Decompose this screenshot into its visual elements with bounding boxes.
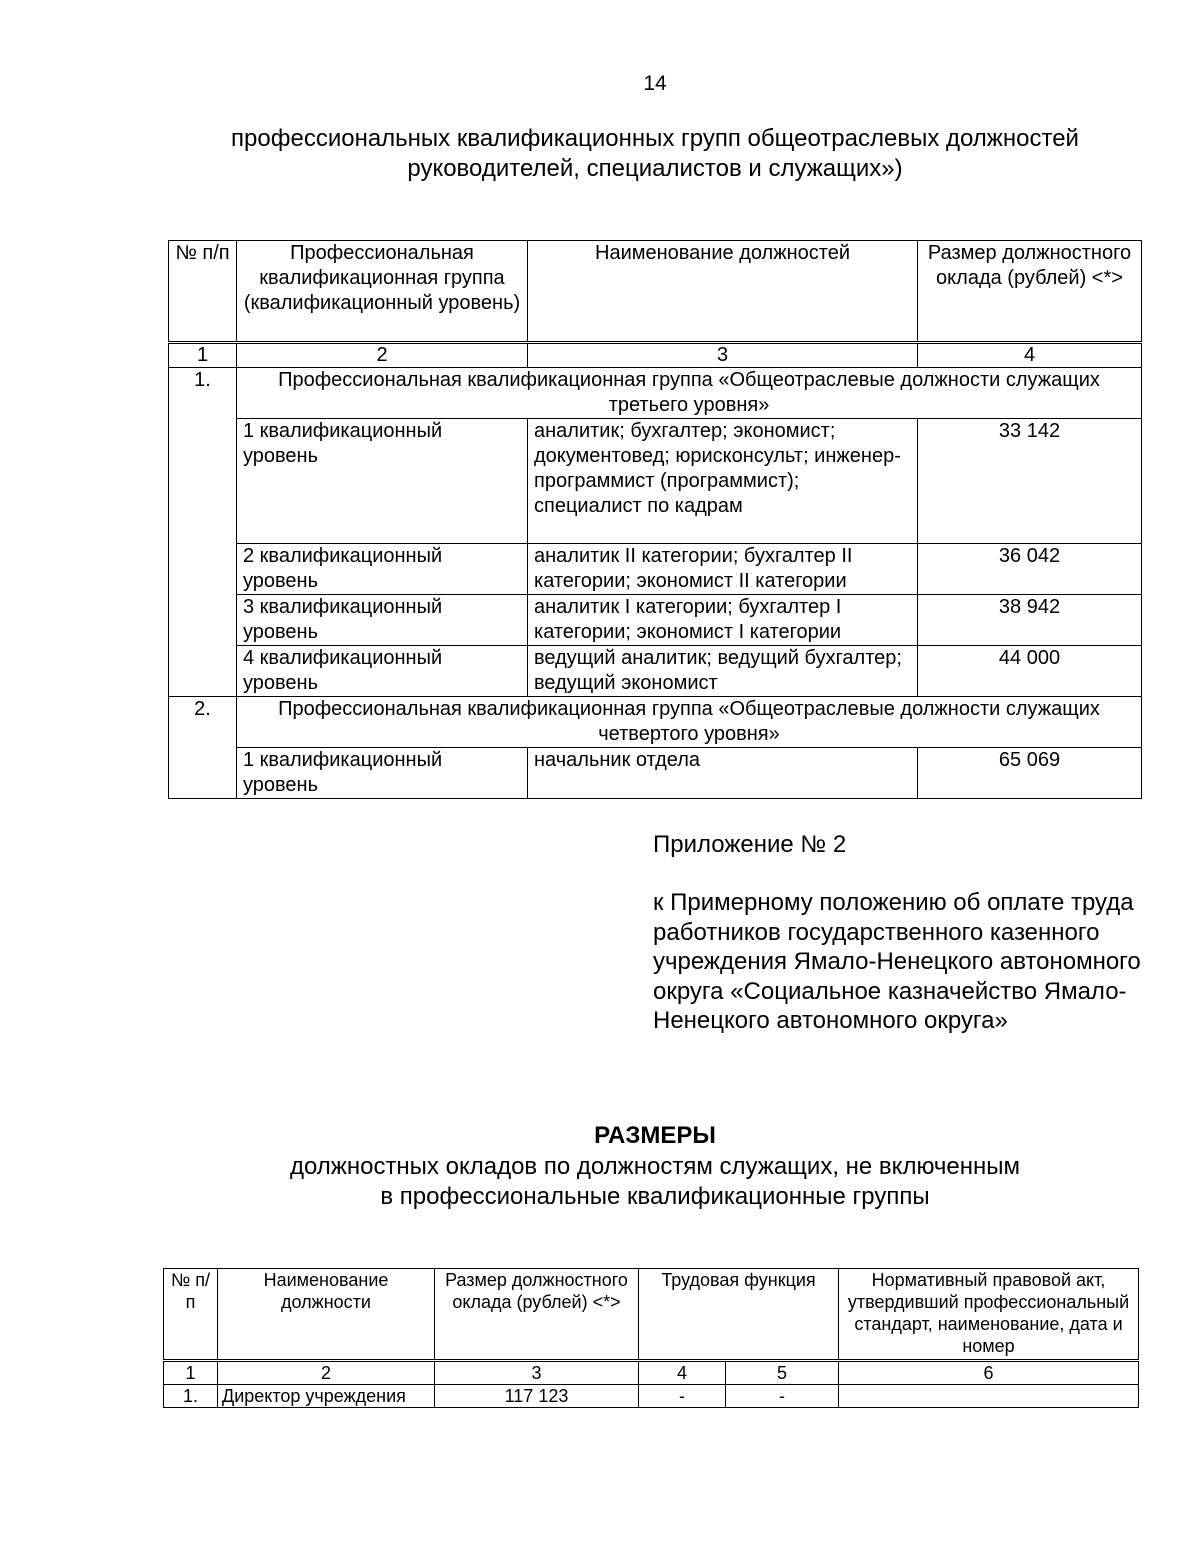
level-cell: 3 квалификационный уровень xyxy=(237,595,528,646)
column-number: 2 xyxy=(237,343,528,368)
header-num: № п/п xyxy=(164,1269,218,1361)
salary-cell: 33 142 xyxy=(918,419,1142,544)
header-function: Трудовая функция xyxy=(639,1269,839,1361)
header-salary: Размер должностного оклада (рублей) <*> xyxy=(435,1269,639,1361)
page-number: 14 xyxy=(643,72,667,95)
table-row xyxy=(164,1385,1139,1408)
column-number: 4 xyxy=(918,343,1142,368)
column-number: 1 xyxy=(169,343,237,368)
column-number: 1 xyxy=(164,1361,218,1385)
appendix-body: к Примерному положению об оплате труда работников государственного казенного учреждения Ямало-Ненецкого автономного округа «Социальное казначейство Ямало-Ненецкого автономного округа» xyxy=(653,889,1141,1034)
section-title: РАЗМЕРЫ xyxy=(594,1122,716,1149)
salary-table-qualification-groups xyxy=(168,240,1142,799)
column-number-row xyxy=(169,343,1142,368)
positions-cell: начальник отдела xyxy=(528,748,918,799)
group-title: Профессиональная квалификационная группа «Общеотраслевые должности служащих третьего уровня» xyxy=(237,368,1142,419)
header-group: Профессиональная квалификационная группа (квалификационный уровень) xyxy=(237,241,528,343)
positions-cell: аналитик; бухгалтер; экономист; документовед; юрисконсульт; инженер-программист (программист); специалист по кадрам xyxy=(528,419,918,544)
subtitle-line-2: в профессиональные квалификационные группы xyxy=(380,1183,930,1210)
table-header-row xyxy=(164,1269,1139,1361)
salary-table-other-positions xyxy=(163,1268,1139,1408)
group-title-row xyxy=(169,368,1142,419)
table-row xyxy=(169,595,1142,646)
table-row xyxy=(169,748,1142,799)
column-number: 5 xyxy=(726,1361,839,1385)
header-name: Наименование должности xyxy=(218,1269,435,1361)
level-cell: 1 квалификационный уровень xyxy=(237,748,528,799)
group-number: 2. xyxy=(169,697,237,799)
table-row xyxy=(169,544,1142,595)
level-cell: 2 квалификационный уровень xyxy=(237,544,528,595)
salary-cell: 36 042 xyxy=(918,544,1142,595)
heading-line-1: профессиональных квалификационных групп общеотраслевых должностей xyxy=(231,125,1079,152)
salary-cell: 65 069 xyxy=(918,748,1142,799)
group-title: Профессиональная квалификационная группа «Общеотраслевые должности служащих четвертого уровня» xyxy=(237,697,1142,748)
table-header-row xyxy=(169,241,1142,343)
salary-cell: 38 942 xyxy=(918,595,1142,646)
column-number: 3 xyxy=(528,343,918,368)
positions-cell: ведущий аналитик; ведущий бухгалтер; ведущий экономист xyxy=(528,646,918,697)
positions-cell: аналитик I категории; бухгалтер I категории; экономист I категории xyxy=(528,595,918,646)
header-salary: Размер должностного оклада (рублей) <*> xyxy=(918,241,1142,343)
group-number: 1. xyxy=(169,368,237,697)
row-col5: - xyxy=(726,1385,839,1408)
header-positions: Наименование должностей xyxy=(528,241,918,343)
row-num: 1. xyxy=(164,1385,218,1408)
positions-cell: аналитик II категории; бухгалтер II категории; экономист II категории xyxy=(528,544,918,595)
heading-continuation xyxy=(150,124,1160,184)
column-number: 6 xyxy=(839,1361,1139,1385)
column-number: 4 xyxy=(639,1361,726,1385)
column-number: 2 xyxy=(218,1361,435,1385)
row-salary: 117 123 xyxy=(435,1385,639,1408)
column-number-row xyxy=(164,1361,1139,1385)
table-row xyxy=(169,646,1142,697)
salary-cell: 44 000 xyxy=(918,646,1142,697)
section-subtitle xyxy=(150,1152,1160,1212)
table-row xyxy=(169,419,1142,544)
heading-line-2: руководителей, специалистов и служащих») xyxy=(407,155,903,182)
header-act: Нормативный правовой акт, утвердивший профессиональный стандарт, наименование, дата и номер xyxy=(839,1269,1139,1361)
appendix-title: Приложение № 2 xyxy=(653,831,847,858)
row-act xyxy=(839,1385,1139,1408)
column-number: 3 xyxy=(435,1361,639,1385)
level-cell: 1 квалификационный уровень xyxy=(237,419,528,544)
header-num: № п/п xyxy=(169,241,237,343)
level-cell: 4 квалификационный уровень xyxy=(237,646,528,697)
row-name: Директор учреждения xyxy=(218,1385,435,1408)
group-title-row xyxy=(169,697,1142,748)
subtitle-line-1: должностных окладов по должностям служащих, не включенным xyxy=(289,1153,1021,1180)
row-col4: - xyxy=(639,1385,726,1408)
